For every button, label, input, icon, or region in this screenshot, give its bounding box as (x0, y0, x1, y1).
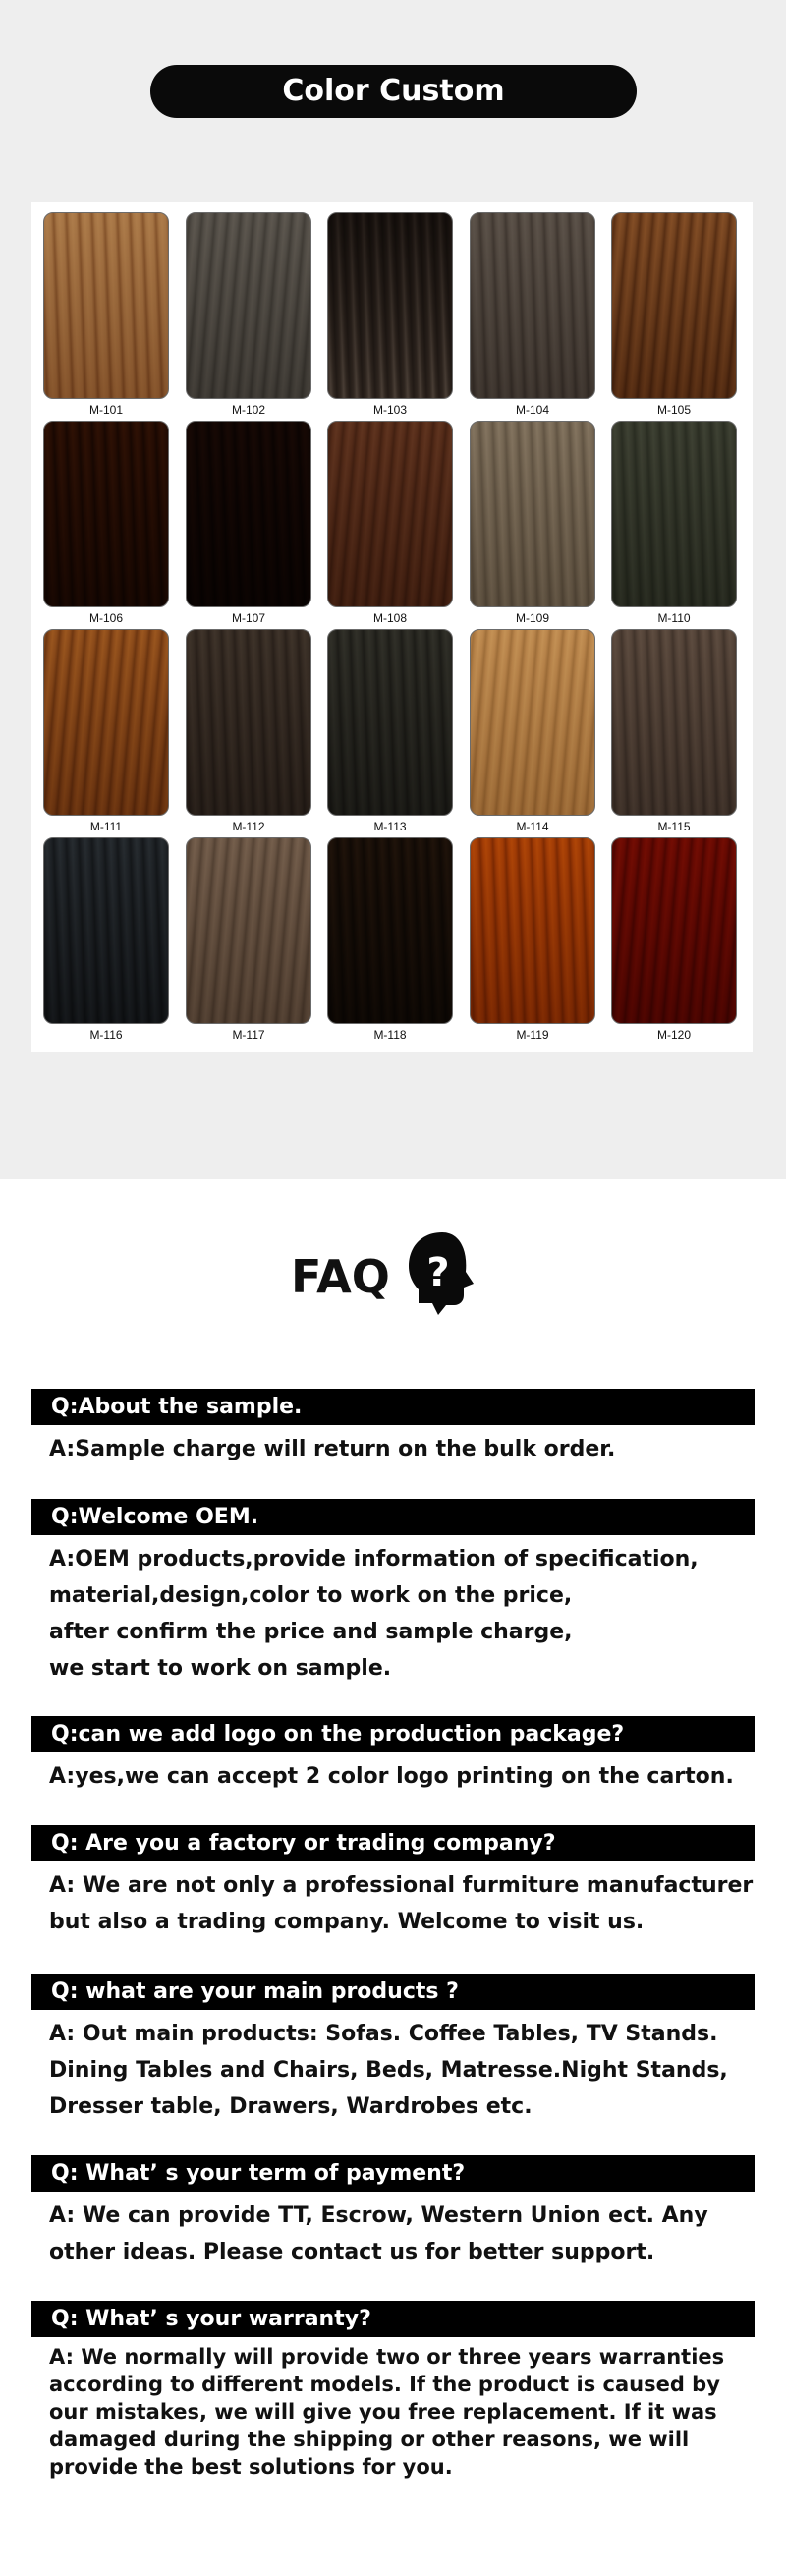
faq-answer-line: material,design,color to work on the price, (49, 1583, 573, 1608)
swatch-code-label: M-115 (657, 820, 691, 833)
wood-swatch-tile (43, 629, 169, 816)
faq-question: Q: What’ s your warranty? (31, 2301, 755, 2337)
swatch-code-label: M-112 (232, 820, 265, 833)
faq-answer-line: provide the best solutions for you. (49, 2455, 453, 2479)
swatch-code-label: M-111 (89, 820, 123, 833)
faq-answer (49, 1758, 755, 1795)
swatch-m-104 (470, 212, 595, 417)
wood-swatch-tile (611, 212, 737, 399)
faq-question: Q: What’ s your term of payment? (31, 2155, 755, 2192)
swatch-m-112 (186, 629, 311, 833)
color-custom-title: Color Custom (150, 65, 637, 118)
faq-item (31, 1825, 755, 1940)
swatch-m-113 (327, 629, 453, 833)
swatch-code-label: M-101 (88, 403, 123, 417)
faq-answer-line: Dresser table, Drawers, Wardrobes etc. (49, 2094, 533, 2119)
swatch-code-label: M-104 (515, 403, 549, 417)
color-custom-section (0, 0, 786, 1179)
swatch-code-label: M-120 (656, 1028, 691, 1042)
swatch-code-label: M-103 (372, 403, 407, 417)
faq-answer (49, 1867, 755, 1940)
wood-swatch-tile (186, 837, 311, 1024)
faq-answer-line: A:OEM products,provide information of specification, (49, 1547, 699, 1572)
faq-answer-line: our mistakes, we will give you free replacement. If it was (49, 2400, 717, 2424)
faq-item (31, 1499, 755, 1687)
faq-answer-line: other ideas. Please contact us for better support. (49, 2240, 655, 2264)
faq-question: Q: what are your main products ? (31, 1974, 755, 2010)
swatch-m-109 (470, 421, 595, 625)
faq-answer-line: according to different models. If the product is caused by (49, 2373, 720, 2396)
swatch-m-108 (327, 421, 453, 625)
question-head-icon (403, 1229, 481, 1319)
faq-item (31, 1389, 755, 1467)
faq-answer-line: A: We are not only a professional furmiture manufacturer (49, 1873, 754, 1898)
faq-answer-line: A: Out main products: Sofas. Coffee Tables, TV Stands. (49, 2022, 718, 2046)
faq-answer-line: A: We can provide TT, Escrow, Western Union ect. Any (49, 2204, 708, 2228)
wood-swatch-tile (611, 629, 737, 816)
swatch-m-116 (43, 837, 169, 1042)
swatch-m-117 (186, 837, 311, 1042)
swatch-m-106 (43, 421, 169, 625)
swatch-code-label: M-119 (516, 1028, 549, 1042)
svg-text:?: ? (426, 1250, 450, 1295)
swatch-m-115 (611, 629, 737, 833)
faq-answer-line: damaged during the shipping or other reasons, we will (49, 2428, 690, 2451)
swatch-code-label: M-110 (657, 611, 691, 625)
faq-question: Q: Are you a factory or trading company? (31, 1825, 755, 1861)
swatch-code-label: M-106 (88, 611, 123, 625)
swatch-code-label: M-117 (232, 1028, 265, 1042)
faq-answer-line: Dining Tables and Chairs, Beds, Matresse.Night Stands, (49, 2058, 728, 2083)
swatch-code-label: M-109 (515, 611, 549, 625)
wood-swatch-tile (611, 837, 737, 1024)
faq-item (31, 1974, 755, 2125)
wood-swatch-tile (186, 421, 311, 607)
wood-swatch-tile (327, 629, 453, 816)
swatch-code-label: M-102 (231, 403, 265, 417)
wood-swatch-tile (327, 212, 453, 399)
swatch-code-label: M-105 (656, 403, 691, 417)
faq-answer (49, 2343, 755, 2481)
swatch-m-105 (611, 212, 737, 417)
faq-item (31, 2301, 755, 2481)
wood-swatch-tile (470, 837, 595, 1024)
faq-answer-line: A: We normally will provide two or three years warranties (49, 2345, 725, 2369)
faq-answer (49, 2016, 755, 2125)
faq-title: FAQ (291, 1250, 390, 1303)
swatch-code-label: M-108 (372, 611, 407, 625)
swatch-m-101 (43, 212, 169, 417)
swatch-m-103 (327, 212, 453, 417)
swatch-code-label: M-116 (89, 1028, 123, 1042)
wood-swatch-tile (327, 421, 453, 607)
swatch-code-label: M-107 (231, 611, 265, 625)
swatch-grid (31, 202, 753, 1052)
faq-question: Q:About the sample. (31, 1389, 755, 1425)
wood-swatch-tile (43, 421, 169, 607)
wood-swatch-tile (470, 629, 595, 816)
faq-answer-line: A:Sample charge will return on the bulk order. (49, 1437, 616, 1461)
swatch-m-119 (470, 837, 595, 1042)
faq-answer-line: after confirm the price and sample charge, (49, 1620, 573, 1644)
faq-item (31, 2155, 755, 2270)
faq-answer-line: A:yes,we can accept 2 color logo printing on the carton. (49, 1764, 734, 1789)
faq-answer-line: we start to work on sample. (49, 1656, 392, 1681)
wood-swatch-tile (611, 421, 737, 607)
faq-question: Q:can we add logo on the production package? (31, 1716, 755, 1752)
swatch-m-120 (611, 837, 737, 1042)
swatch-m-111 (43, 629, 169, 833)
wood-swatch-tile (186, 629, 311, 816)
wood-swatch-tile (470, 212, 595, 399)
swatch-m-107 (186, 421, 311, 625)
swatch-m-118 (327, 837, 453, 1042)
swatch-m-114 (470, 629, 595, 833)
swatch-m-110 (611, 421, 737, 625)
wood-swatch-tile (327, 837, 453, 1024)
faq-answer (49, 1541, 755, 1687)
faq-answer (49, 2198, 755, 2270)
swatch-code-label: M-118 (373, 1028, 407, 1042)
swatch-code-label: M-113 (373, 820, 407, 833)
faq-answer-line: but also a trading company. Welcome to visit us. (49, 1910, 645, 1934)
faq-answer (49, 1431, 755, 1467)
wood-swatch-tile (470, 421, 595, 607)
wood-swatch-tile (186, 212, 311, 399)
swatch-code-label: M-114 (516, 820, 549, 833)
swatch-m-102 (186, 212, 311, 417)
wood-swatch-tile (43, 837, 169, 1024)
faq-question: Q:Welcome OEM. (31, 1499, 755, 1535)
wood-swatch-tile (43, 212, 169, 399)
faq-item (31, 1716, 755, 1795)
faq-header (0, 1229, 786, 1327)
